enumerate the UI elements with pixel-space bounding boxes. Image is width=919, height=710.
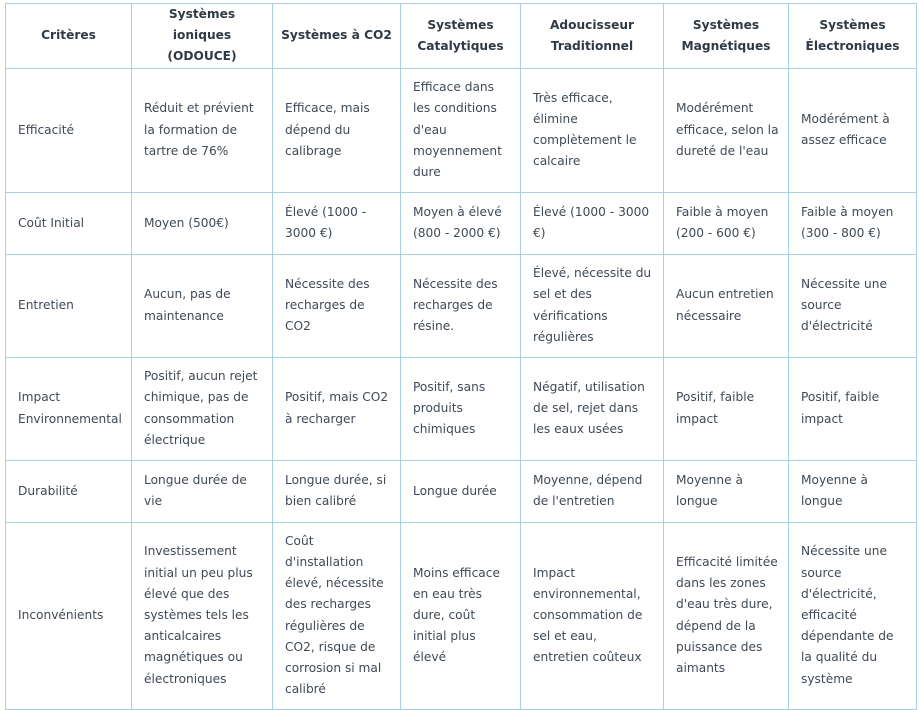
table-cell: Aucun entretien nécessaire — [664, 254, 789, 357]
header-criteres: Critères — [6, 4, 132, 69]
header-systemes-magnetiques: Systèmes Magnétiques — [664, 4, 789, 69]
table-cell: Modérément efficace, selon la dureté de l'eau — [664, 68, 789, 192]
table-cell: Efficace dans les conditions d'eau moyennement dure — [401, 68, 521, 192]
row-label-impact-environnemental: Impact Environnemental — [6, 357, 132, 460]
table-row-inconvenients — [6, 522, 917, 709]
table-cell: Élevé (1000 - 3000 €) — [273, 192, 401, 254]
comparison-table — [5, 3, 917, 710]
table-row-impact-environnemental — [6, 357, 917, 460]
table-cell: Faible à moyen (200 - 600 €) — [664, 192, 789, 254]
table-cell: Modérément à assez efficace — [789, 68, 917, 192]
table-cell: Moyenne, dépend de l'entretien — [521, 460, 664, 522]
row-label-inconvenients: Inconvénients — [6, 522, 132, 709]
table-cell: Investissement initial un peu plus élevé que des systèmes tels les anticalcaires magnétiques ou électroniques — [132, 522, 273, 709]
table-cell: Impact environnemental, consommation de sel et eau, entretien coûteux — [521, 522, 664, 709]
header-adoucisseur-traditionnel: Adoucisseur Traditionnel — [521, 4, 664, 69]
table-cell: Positif, sans produits chimiques — [401, 357, 521, 460]
table-cell: Moyen (500€) — [132, 192, 273, 254]
table-cell: Moyen à élevé (800 - 2000 €) — [401, 192, 521, 254]
table-cell: Efficace, mais dépend du calibrage — [273, 68, 401, 192]
table-cell: Longue durée — [401, 460, 521, 522]
table-cell: Nécessite des recharges de CO2 — [273, 254, 401, 357]
table-cell: Très efficace, élimine complètement le calcaire — [521, 68, 664, 192]
header-systemes-ioniques: Systèmes ioniques (ODOUCE) — [132, 4, 273, 69]
row-label-entretien: Entretien — [6, 254, 132, 357]
row-label-cout-initial: Coût Initial — [6, 192, 132, 254]
row-label-efficacite: Efficacité — [6, 68, 132, 192]
table-row-efficacite — [6, 68, 917, 192]
table-row-entretien — [6, 254, 917, 357]
table-cell: Coût d'installation élevé, nécessite des recharges régulières de CO2, risque de corrosion si mal calibré — [273, 522, 401, 709]
table-cell: Faible à moyen (300 - 800 €) — [789, 192, 917, 254]
header-systemes-electroniques: Systèmes Électroniques — [789, 4, 917, 69]
table-row-durabilite — [6, 460, 917, 522]
table-cell: Moins efficace en eau très dure, coût initial plus élevé — [401, 522, 521, 709]
table-cell: Longue durée, si bien calibré — [273, 460, 401, 522]
table-cell: Nécessite une source d'électricité, efficacité dépendante de la qualité du système — [789, 522, 917, 709]
table-cell: Nécessite des recharges de résine. — [401, 254, 521, 357]
table-header-row — [6, 4, 917, 69]
row-label-durabilite: Durabilité — [6, 460, 132, 522]
table-cell: Moyenne à longue — [664, 460, 789, 522]
table-row-cout-initial — [6, 192, 917, 254]
table-cell: Élevé (1000 - 3000 €) — [521, 192, 664, 254]
table-cell: Positif, faible impact — [664, 357, 789, 460]
table-cell: Aucun, pas de maintenance — [132, 254, 273, 357]
table-cell: Réduit et prévient la formation de tartre de 76% — [132, 68, 273, 192]
header-systemes-co2: Systèmes à CO2 — [273, 4, 401, 69]
table-cell: Positif, mais CO2 à recharger — [273, 357, 401, 460]
table-cell: Négatif, utilisation de sel, rejet dans les eaux usées — [521, 357, 664, 460]
table-cell: Moyenne à longue — [789, 460, 917, 522]
table-cell: Efficacité limitée dans les zones d'eau très dure, dépend de la puissance des aimants — [664, 522, 789, 709]
header-systemes-catalytiques: Systèmes Catalytiques — [401, 4, 521, 69]
table-cell: Positif, faible impact — [789, 357, 917, 460]
table-cell: Élevé, nécessite du sel et des vérifications régulières — [521, 254, 664, 357]
table-cell: Longue durée de vie — [132, 460, 273, 522]
table-cell: Positif, aucun rejet chimique, pas de consommation électrique — [132, 357, 273, 460]
table-cell: Nécessite une source d'électricité — [789, 254, 917, 357]
